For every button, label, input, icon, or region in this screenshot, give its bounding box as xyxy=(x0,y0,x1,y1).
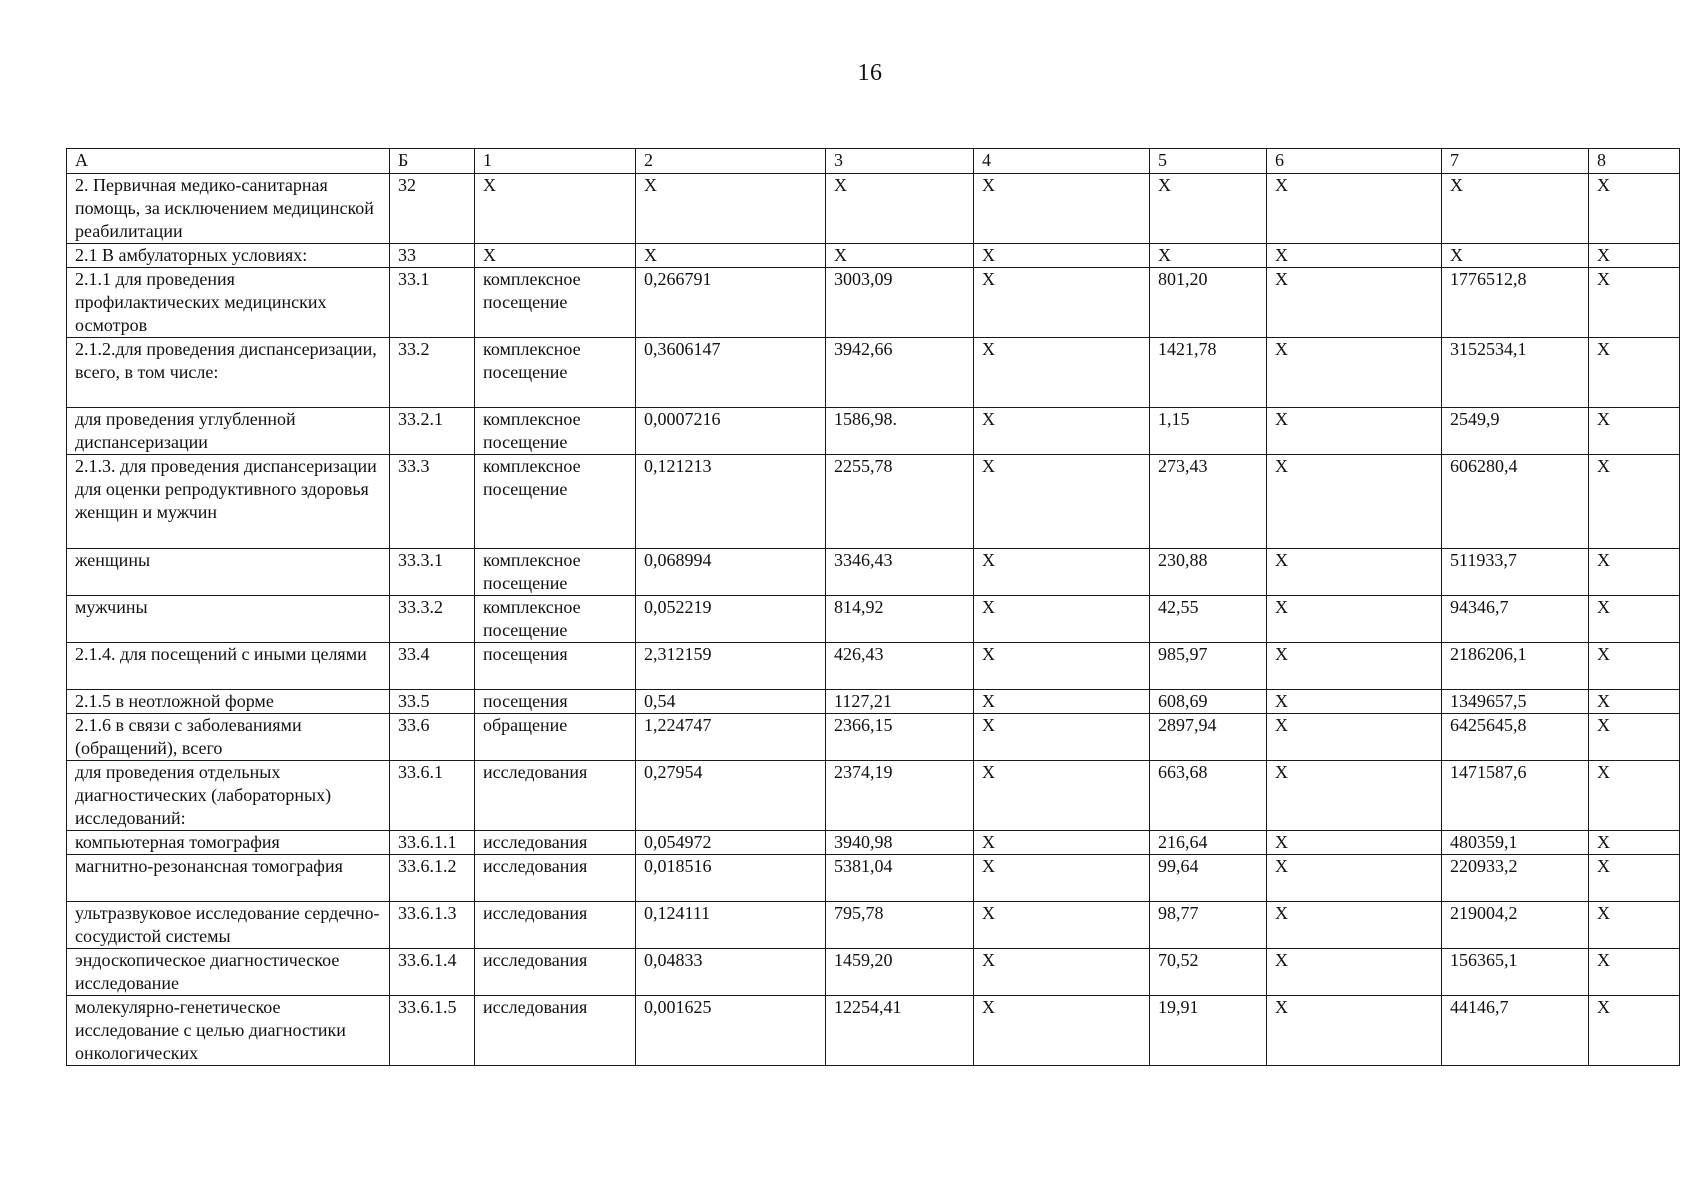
table-cell: 2.1.3. для проведения диспансеризации для оценки репродуктивного здоровья женщин и мужчин xyxy=(67,455,390,549)
table-row xyxy=(67,244,1680,268)
table-body xyxy=(67,149,1680,1066)
table-cell: X xyxy=(1150,174,1267,244)
table-cell: комплексное посещение xyxy=(475,549,636,596)
table-cell: комплексное посещение xyxy=(475,455,636,549)
table-cell: 3003,09 xyxy=(826,268,974,338)
table-row xyxy=(67,761,1680,831)
table-cell: 985,97 xyxy=(1150,643,1267,690)
table-cell: X xyxy=(1267,761,1442,831)
table-cell: исследования xyxy=(475,831,636,855)
table-cell: 0,0007216 xyxy=(636,408,826,455)
table-cell: X xyxy=(974,714,1150,761)
table-cell: X xyxy=(1267,949,1442,996)
table-cell: X xyxy=(1267,690,1442,714)
table-cell: X xyxy=(1589,714,1680,761)
table-cell: 606280,4 xyxy=(1442,455,1589,549)
table-cell: 1127,21 xyxy=(826,690,974,714)
table-cell: для проведения отдельных диагностических (лабораторных) исследований: xyxy=(67,761,390,831)
table-row xyxy=(67,831,1680,855)
table-cell: 0,001625 xyxy=(636,996,826,1066)
table-cell: 33.2.1 xyxy=(390,408,475,455)
table-cell: X xyxy=(974,268,1150,338)
table-cell: X xyxy=(1589,761,1680,831)
table-cell: 2255,78 xyxy=(826,455,974,549)
table-cell: компьютерная томография xyxy=(67,831,390,855)
table-cell: X xyxy=(1442,244,1589,268)
table-cell: 33.2 xyxy=(390,338,475,408)
table-cell: 33.3 xyxy=(390,455,475,549)
table-cell: X xyxy=(1267,714,1442,761)
table-cell: X xyxy=(1267,244,1442,268)
table-cell: X xyxy=(1589,996,1680,1066)
table-cell: X xyxy=(1589,831,1680,855)
table-cell: X xyxy=(1267,408,1442,455)
table-row xyxy=(67,174,1680,244)
column-header: 6 xyxy=(1267,149,1442,174)
table-cell: X xyxy=(1589,855,1680,902)
column-header: 2 xyxy=(636,149,826,174)
table-cell: X xyxy=(974,690,1150,714)
table-cell: 2897,94 xyxy=(1150,714,1267,761)
table-cell: 33 xyxy=(390,244,475,268)
table-cell: X xyxy=(1589,549,1680,596)
table-cell: 94346,7 xyxy=(1442,596,1589,643)
table-cell: 1,15 xyxy=(1150,408,1267,455)
table-cell: X xyxy=(1589,174,1680,244)
table-cell: X xyxy=(974,949,1150,996)
table-row xyxy=(67,549,1680,596)
column-header: 3 xyxy=(826,149,974,174)
table-cell: X xyxy=(1267,831,1442,855)
table-cell: 156365,1 xyxy=(1442,949,1589,996)
table-cell: 1776512,8 xyxy=(1442,268,1589,338)
table-cell: 33.4 xyxy=(390,643,475,690)
table-cell: 0,121213 xyxy=(636,455,826,549)
table-cell: 6425645,8 xyxy=(1442,714,1589,761)
table-cell: 3152534,1 xyxy=(1442,338,1589,408)
table-cell: 2,312159 xyxy=(636,643,826,690)
table-cell: 3940,98 xyxy=(826,831,974,855)
table-row xyxy=(67,949,1680,996)
table-cell: X xyxy=(1589,455,1680,549)
table-cell: X xyxy=(1589,949,1680,996)
table-cell: X xyxy=(974,338,1150,408)
table-cell: X xyxy=(1267,902,1442,949)
table-row xyxy=(67,855,1680,902)
table-cell: ультразвуковое исследование сердечно-сосудистой системы xyxy=(67,902,390,949)
table-cell: X xyxy=(974,902,1150,949)
table-cell: 33.6 xyxy=(390,714,475,761)
table-cell: исследования xyxy=(475,761,636,831)
table-cell: 33.6.1.3 xyxy=(390,902,475,949)
table-cell: X xyxy=(1589,268,1680,338)
table-cell: X xyxy=(1267,596,1442,643)
table-cell: 0,054972 xyxy=(636,831,826,855)
table-cell: X xyxy=(974,831,1150,855)
table-cell: 814,92 xyxy=(826,596,974,643)
table-cell: X xyxy=(1267,855,1442,902)
page-number: 16 xyxy=(857,60,883,86)
table-cell: X xyxy=(974,174,1150,244)
table-cell: 33.6.1.5 xyxy=(390,996,475,1066)
table-cell: 2186206,1 xyxy=(1442,643,1589,690)
table-cell: для проведения углубленной диспансеризации xyxy=(67,408,390,455)
table-cell: 795,78 xyxy=(826,902,974,949)
table-cell: исследования xyxy=(475,996,636,1066)
table-row xyxy=(67,643,1680,690)
table-cell: 33.3.1 xyxy=(390,549,475,596)
table-row xyxy=(67,996,1680,1066)
table-cell: 1349657,5 xyxy=(1442,690,1589,714)
table-cell: 12254,41 xyxy=(826,996,974,1066)
table-cell: X xyxy=(1150,244,1267,268)
table-cell: 2. Первичная медико-санитарная помощь, за исключением медицинской реабилитации xyxy=(67,174,390,244)
table-cell: 0,052219 xyxy=(636,596,826,643)
column-header: А xyxy=(67,149,390,174)
table-cell: 70,52 xyxy=(1150,949,1267,996)
table-cell: 216,64 xyxy=(1150,831,1267,855)
table-cell: 273,43 xyxy=(1150,455,1267,549)
table-cell: 1459,20 xyxy=(826,949,974,996)
table-cell: 1421,78 xyxy=(1150,338,1267,408)
table-cell: X xyxy=(636,174,826,244)
table-cell: 2.1.1 для проведения профилактических медицинских осмотров xyxy=(67,268,390,338)
table-cell: X xyxy=(974,549,1150,596)
table-cell: магнитно-резонансная томография xyxy=(67,855,390,902)
table-cell: 2366,15 xyxy=(826,714,974,761)
table-cell: X xyxy=(974,996,1150,1066)
table-cell: 98,77 xyxy=(1150,902,1267,949)
table-cell: 1586,98. xyxy=(826,408,974,455)
table-header-row xyxy=(67,149,1680,174)
table-cell: 219004,2 xyxy=(1442,902,1589,949)
table-cell: X xyxy=(1589,244,1680,268)
table-cell: X xyxy=(1267,338,1442,408)
table-cell: 33.3.2 xyxy=(390,596,475,643)
table-cell: 0,266791 xyxy=(636,268,826,338)
table-cell: X xyxy=(1589,338,1680,408)
column-header: 8 xyxy=(1589,149,1680,174)
table-cell: X xyxy=(1589,408,1680,455)
table-cell: 33.6.1 xyxy=(390,761,475,831)
table-cell: 2.1.2.для проведения диспансеризации, всего, в том числе: xyxy=(67,338,390,408)
table-cell: 2.1 В амбулаторных условиях: xyxy=(67,244,390,268)
data-table xyxy=(66,148,1680,1066)
column-header: 1 xyxy=(475,149,636,174)
table-cell: 33.1 xyxy=(390,268,475,338)
table-row xyxy=(67,268,1680,338)
table-cell: X xyxy=(974,761,1150,831)
table-cell: X xyxy=(475,174,636,244)
column-header: 5 xyxy=(1150,149,1267,174)
table-cell: 2.1.4. для посещений с иными целями xyxy=(67,643,390,690)
table-cell: 32 xyxy=(390,174,475,244)
table-cell: X xyxy=(475,244,636,268)
table-cell: 511933,7 xyxy=(1442,549,1589,596)
table-cell: 1471587,6 xyxy=(1442,761,1589,831)
table-cell: молекулярно-генетическое исследование с целью диагностики онкологических xyxy=(67,996,390,1066)
table-cell: X xyxy=(1442,174,1589,244)
table-cell: 44146,7 xyxy=(1442,996,1589,1066)
column-header: Б xyxy=(390,149,475,174)
table-cell: 5381,04 xyxy=(826,855,974,902)
table-cell: X xyxy=(1589,902,1680,949)
table-cell: 2549,9 xyxy=(1442,408,1589,455)
table-cell: 42,55 xyxy=(1150,596,1267,643)
table-cell: женщины xyxy=(67,549,390,596)
table-row xyxy=(67,902,1680,949)
table-cell: 220933,2 xyxy=(1442,855,1589,902)
table-cell: X xyxy=(974,455,1150,549)
table-cell: X xyxy=(1589,643,1680,690)
table-cell: посещения xyxy=(475,690,636,714)
table-cell: исследования xyxy=(475,855,636,902)
table-cell: комплексное посещение xyxy=(475,268,636,338)
table-cell: 3346,43 xyxy=(826,549,974,596)
table-cell: 230,88 xyxy=(1150,549,1267,596)
table-cell: X xyxy=(974,596,1150,643)
table-cell: X xyxy=(1267,643,1442,690)
table-cell: 663,68 xyxy=(1150,761,1267,831)
table-cell: X xyxy=(974,643,1150,690)
table-row xyxy=(67,338,1680,408)
table-cell: X xyxy=(1267,996,1442,1066)
table-cell: 0,27954 xyxy=(636,761,826,831)
table-cell: 0,3606147 xyxy=(636,338,826,408)
table-cell: 0,54 xyxy=(636,690,826,714)
table-cell: X xyxy=(974,855,1150,902)
table-row xyxy=(67,596,1680,643)
table-cell: 2.1.6 в связи с заболеваниями (обращений), всего xyxy=(67,714,390,761)
table-cell: X xyxy=(826,244,974,268)
table-row xyxy=(67,408,1680,455)
table-cell: 33.6.1.1 xyxy=(390,831,475,855)
table-cell: X xyxy=(1589,596,1680,643)
table-cell: 608,69 xyxy=(1150,690,1267,714)
table-cell: X xyxy=(636,244,826,268)
table-cell: 3942,66 xyxy=(826,338,974,408)
table-cell: 2374,19 xyxy=(826,761,974,831)
table-cell: 426,43 xyxy=(826,643,974,690)
table-cell: X xyxy=(1589,690,1680,714)
table-cell: исследования xyxy=(475,949,636,996)
table-cell: X xyxy=(974,408,1150,455)
table-cell: 2.1.5 в неотложной форме xyxy=(67,690,390,714)
table-cell: мужчины xyxy=(67,596,390,643)
table-cell: 0,04833 xyxy=(636,949,826,996)
table-cell: комплексное посещение xyxy=(475,596,636,643)
table-cell: 19,91 xyxy=(1150,996,1267,1066)
table-cell: 480359,1 xyxy=(1442,831,1589,855)
table-cell: 33.6.1.2 xyxy=(390,855,475,902)
table-cell: X xyxy=(1267,455,1442,549)
table-cell: комплексное посещение xyxy=(475,338,636,408)
table-cell: X xyxy=(974,244,1150,268)
table-row xyxy=(67,690,1680,714)
table-cell: 0,018516 xyxy=(636,855,826,902)
column-header: 4 xyxy=(974,149,1150,174)
table-cell: посещения xyxy=(475,643,636,690)
table-cell: 33.5 xyxy=(390,690,475,714)
table-cell: 0,124111 xyxy=(636,902,826,949)
table-cell: X xyxy=(1267,268,1442,338)
table-cell: исследования xyxy=(475,902,636,949)
table-cell: X xyxy=(1267,549,1442,596)
table-row xyxy=(67,714,1680,761)
column-header: 7 xyxy=(1442,149,1589,174)
table-cell: 801,20 xyxy=(1150,268,1267,338)
table-cell: комплексное посещение xyxy=(475,408,636,455)
table-cell: 99,64 xyxy=(1150,855,1267,902)
table-cell: X xyxy=(1267,174,1442,244)
table-cell: 1,224747 xyxy=(636,714,826,761)
table-cell: эндоскопическое диагностическое исследование xyxy=(67,949,390,996)
table-cell: 33.6.1.4 xyxy=(390,949,475,996)
table-cell: 0,068994 xyxy=(636,549,826,596)
table-row xyxy=(67,455,1680,549)
table-cell: X xyxy=(826,174,974,244)
table-cell: обращение xyxy=(475,714,636,761)
